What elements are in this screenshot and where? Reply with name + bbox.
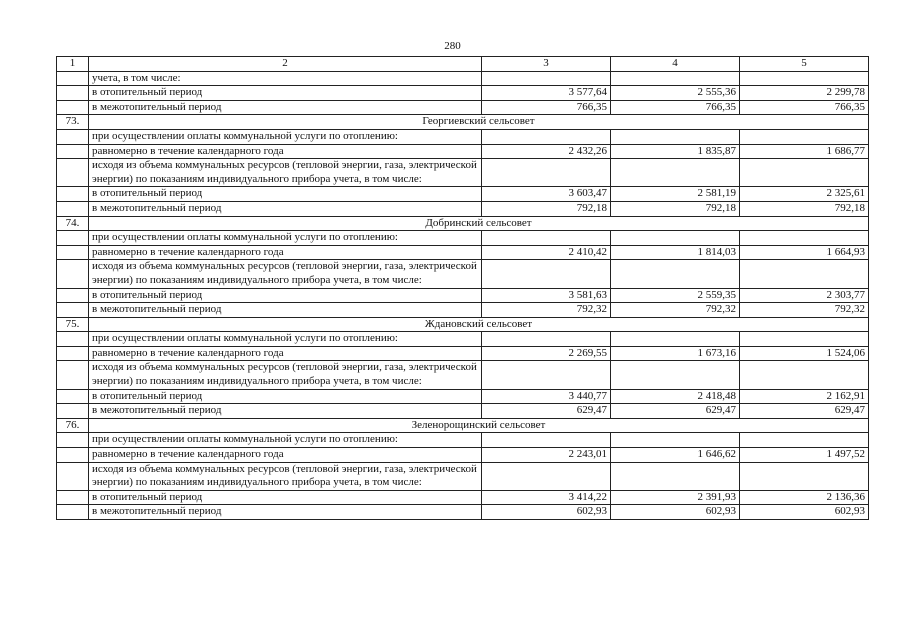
value-cell-col4 (611, 462, 740, 490)
table-row (57, 129, 869, 144)
value-cell-col3: 2 432,26 (482, 144, 611, 159)
value-cell-col4 (611, 361, 740, 389)
value-cell-col3: 792,32 (482, 303, 611, 318)
column-number-2: 2 (89, 57, 482, 72)
table-row (57, 332, 869, 347)
row-label: в межотопительный период (89, 201, 482, 216)
section-row (57, 115, 869, 130)
row-number-cell (57, 433, 89, 448)
value-cell-col4: 792,18 (611, 201, 740, 216)
row-label: при осуществлении оплаты коммунальной услуги по отоплению: (89, 433, 482, 448)
column-number-3: 3 (482, 57, 611, 72)
value-cell-col3: 3 581,63 (482, 288, 611, 303)
table-row (57, 187, 869, 202)
row-label: исходя из объема коммунальных ресурсов (тепловой энергии, газа, электрической энергии) по показаниям индивидуального прибора учета, в том числе: (89, 260, 482, 288)
value-cell-col3: 3 440,77 (482, 389, 611, 404)
section-row (57, 317, 869, 332)
value-cell-col5: 2 299,78 (740, 86, 869, 101)
value-cell-col5 (740, 260, 869, 288)
section-number: 73. (57, 115, 89, 130)
row-label: в межотопительный период (89, 404, 482, 419)
value-cell-col5 (740, 433, 869, 448)
table-row (57, 100, 869, 115)
row-number-cell (57, 332, 89, 347)
value-cell-col4: 2 555,36 (611, 86, 740, 101)
value-cell-col5: 1 686,77 (740, 144, 869, 159)
row-number-cell (57, 288, 89, 303)
row-label: в отопительный период (89, 187, 482, 202)
row-label: исходя из объема коммунальных ресурсов (тепловой энергии, газа, электрической энергии) по показаниям индивидуального прибора учета, в том числе: (89, 361, 482, 389)
value-cell-col3: 602,93 (482, 505, 611, 520)
value-cell-col4: 602,93 (611, 505, 740, 520)
value-cell-col5: 1 664,93 (740, 245, 869, 260)
value-cell-col5 (740, 462, 869, 490)
value-cell-col5: 2 303,77 (740, 288, 869, 303)
row-number-cell (57, 231, 89, 246)
value-cell-col3: 3 577,64 (482, 86, 611, 101)
value-cell-col3 (482, 71, 611, 86)
value-cell-col5: 602,93 (740, 505, 869, 520)
value-cell-col4: 2 581,19 (611, 187, 740, 202)
value-cell-col4: 1 835,87 (611, 144, 740, 159)
row-number-cell (57, 100, 89, 115)
tariff-table (56, 56, 869, 520)
row-label: в отопительный период (89, 490, 482, 505)
row-label: исходя из объема коммунальных ресурсов (тепловой энергии, газа, электрической энергии) по показаниям индивидуального прибора учета, в том числе: (89, 159, 482, 187)
value-cell-col3: 2 269,55 (482, 346, 611, 361)
column-number-1: 1 (57, 57, 89, 72)
value-cell-col4 (611, 71, 740, 86)
table-row (57, 303, 869, 318)
section-title: Добринский сельсовет (89, 216, 869, 231)
value-cell-col3: 3 603,47 (482, 187, 611, 202)
value-cell-col5: 2 162,91 (740, 389, 869, 404)
row-label: в межотопительный период (89, 100, 482, 115)
section-title: Зеленорощинский сельсовет (89, 418, 869, 433)
value-cell-col5: 1 524,06 (740, 346, 869, 361)
table-row (57, 462, 869, 490)
row-label: равномерно в течение календарного года (89, 144, 482, 159)
value-cell-col5 (740, 361, 869, 389)
row-label: в отопительный период (89, 288, 482, 303)
row-label: в межотопительный период (89, 505, 482, 520)
table-row (57, 389, 869, 404)
value-cell-col5 (740, 159, 869, 187)
section-row (57, 216, 869, 231)
value-cell-col5: 792,32 (740, 303, 869, 318)
column-number-5: 5 (740, 57, 869, 72)
value-cell-col5: 766,35 (740, 100, 869, 115)
row-number-cell (57, 361, 89, 389)
value-cell-col4: 2 391,93 (611, 490, 740, 505)
value-cell-col3 (482, 433, 611, 448)
value-cell-col4: 629,47 (611, 404, 740, 419)
row-number-cell (57, 245, 89, 260)
table-row (57, 159, 869, 187)
table-row (57, 245, 869, 260)
section-row (57, 418, 869, 433)
value-cell-col5 (740, 71, 869, 86)
table-row (57, 144, 869, 159)
value-cell-col3: 766,35 (482, 100, 611, 115)
row-number-cell (57, 389, 89, 404)
table-row (57, 71, 869, 86)
value-cell-col4 (611, 231, 740, 246)
page-number: 280 (444, 40, 461, 52)
row-number-cell (57, 404, 89, 419)
tariff-table-body (57, 57, 869, 520)
section-number: 75. (57, 317, 89, 332)
value-cell-col4: 792,32 (611, 303, 740, 318)
row-number-cell (57, 129, 89, 144)
value-cell-col5: 1 497,52 (740, 448, 869, 463)
value-cell-col5: 629,47 (740, 404, 869, 419)
section-number: 74. (57, 216, 89, 231)
row-label: при осуществлении оплаты коммунальной услуги по отоплению: (89, 231, 482, 246)
table-row (57, 260, 869, 288)
row-number-cell (57, 260, 89, 288)
value-cell-col5: 2 325,61 (740, 187, 869, 202)
table-row (57, 448, 869, 463)
value-cell-col4: 1 814,03 (611, 245, 740, 260)
value-cell-col4 (611, 159, 740, 187)
section-number: 76. (57, 418, 89, 433)
row-number-cell (57, 86, 89, 101)
table-row (57, 505, 869, 520)
row-label: при осуществлении оплаты коммунальной услуги по отоплению: (89, 332, 482, 347)
value-cell-col3 (482, 332, 611, 347)
value-cell-col3 (482, 159, 611, 187)
row-number-cell (57, 71, 89, 86)
row-label: в отопительный период (89, 86, 482, 101)
value-cell-col4: 2 559,35 (611, 288, 740, 303)
value-cell-col4 (611, 129, 740, 144)
table-row (57, 288, 869, 303)
value-cell-col3: 629,47 (482, 404, 611, 419)
value-cell-col3 (482, 231, 611, 246)
table-row (57, 490, 869, 505)
value-cell-col5 (740, 332, 869, 347)
table-row (57, 404, 869, 419)
column-number-4: 4 (611, 57, 740, 72)
value-cell-col4: 1 673,16 (611, 346, 740, 361)
table-row (57, 346, 869, 361)
row-number-cell (57, 144, 89, 159)
row-label: учета, в том числе: (89, 71, 482, 86)
row-number-cell (57, 462, 89, 490)
row-label: при осуществлении оплаты коммунальной услуги по отоплению: (89, 129, 482, 144)
value-cell-col4: 766,35 (611, 100, 740, 115)
row-label: равномерно в течение календарного года (89, 245, 482, 260)
value-cell-col3: 2 243,01 (482, 448, 611, 463)
row-label: равномерно в течение календарного года (89, 346, 482, 361)
row-number-cell (57, 159, 89, 187)
table-row (57, 231, 869, 246)
row-number-cell (57, 187, 89, 202)
value-cell-col4: 2 418,48 (611, 389, 740, 404)
row-label: исходя из объема коммунальных ресурсов (тепловой энергии, газа, электрической энергии) по показаниям индивидуального прибора учета, в том числе: (89, 462, 482, 490)
value-cell-col4 (611, 332, 740, 347)
value-cell-col5 (740, 231, 869, 246)
value-cell-col3 (482, 129, 611, 144)
value-cell-col5 (740, 129, 869, 144)
value-cell-col3: 3 414,22 (482, 490, 611, 505)
value-cell-col5: 792,18 (740, 201, 869, 216)
column-numbers-row (57, 57, 869, 72)
table-row (57, 86, 869, 101)
row-number-cell (57, 505, 89, 520)
table-row (57, 433, 869, 448)
row-number-cell (57, 201, 89, 216)
row-number-cell (57, 490, 89, 505)
section-title: Ждановский сельсовет (89, 317, 869, 332)
value-cell-col3 (482, 260, 611, 288)
row-number-cell (57, 448, 89, 463)
row-label: в отопительный период (89, 389, 482, 404)
value-cell-col3 (482, 462, 611, 490)
value-cell-col3: 792,18 (482, 201, 611, 216)
value-cell-col3 (482, 361, 611, 389)
row-label: равномерно в течение календарного года (89, 448, 482, 463)
value-cell-col5: 2 136,36 (740, 490, 869, 505)
table-row (57, 201, 869, 216)
section-title: Георгиевский сельсовет (89, 115, 869, 130)
value-cell-col3: 2 410,42 (482, 245, 611, 260)
value-cell-col4 (611, 433, 740, 448)
row-label: в межотопительный период (89, 303, 482, 318)
value-cell-col4 (611, 260, 740, 288)
value-cell-col4: 1 646,62 (611, 448, 740, 463)
row-number-cell (57, 303, 89, 318)
table-row (57, 361, 869, 389)
row-number-cell (57, 346, 89, 361)
